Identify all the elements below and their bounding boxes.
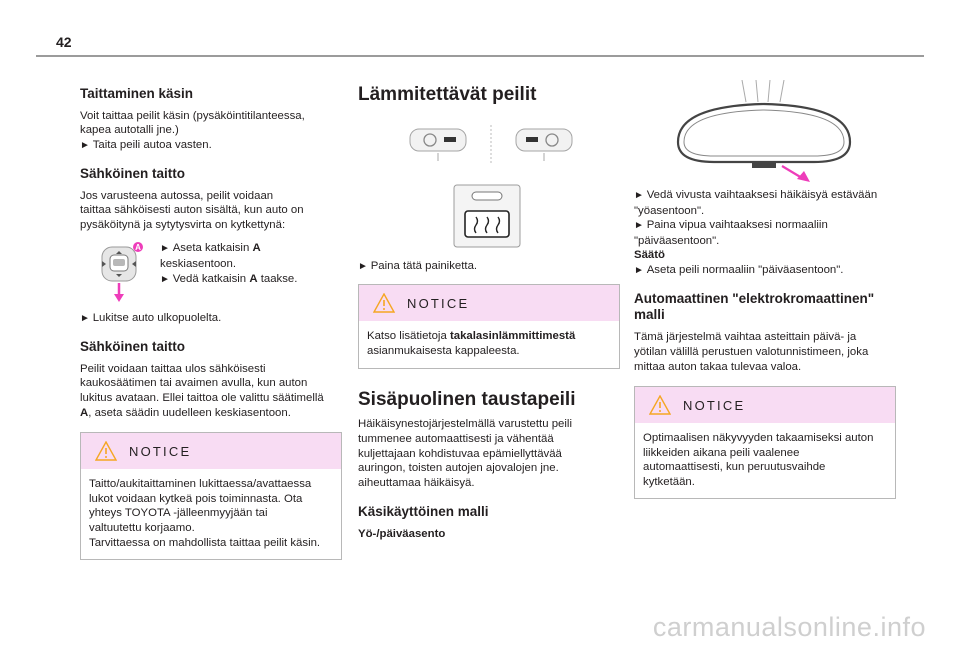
paragraph-line: auringon, toisten autojen ajovalojen jne.	[358, 462, 559, 475]
notice-line: Taitto/aukitaittaminen lukittaessa/avattaessa	[89, 478, 312, 491]
notice-line: asianmukaisesta kappaleesta.	[367, 344, 520, 357]
page-number: 42	[56, 34, 72, 50]
switch-label: A	[135, 243, 141, 253]
notice-line: automaattisesti, kun peruutusvaihde	[643, 461, 826, 474]
bullet-item	[160, 272, 342, 288]
bullet-item: ► Paina tätä painiketta.	[358, 259, 620, 275]
subheading: Yö-/päiväasento	[358, 528, 446, 541]
heated-mirror-illustration	[358, 117, 620, 177]
notice-body	[359, 321, 619, 367]
column-3	[634, 80, 896, 499]
heater-button-illustration	[358, 183, 620, 255]
watermark: carmanualsonline.info	[652, 612, 926, 642]
paragraph-line: taittaa sähköisesti auton sisältä, kun auto on	[80, 204, 304, 217]
notice-body	[635, 423, 895, 498]
paragraph-line: keskiasentoon.	[160, 257, 236, 270]
paragraph-line: Jos varusteena autossa, peilit voidaan	[80, 189, 274, 202]
mirror-switch-row	[80, 241, 342, 307]
section-title: Sähköinen taitto	[80, 165, 186, 181]
notice-title: NOTICE	[683, 397, 746, 413]
bullet-item: ► Vedä vivusta vaihtaaksesi häikäisyä estävään	[634, 188, 896, 204]
notice-line: Optimaalisen näkyvyyden takaamiseksi auton	[643, 432, 874, 445]
notice-line: Tarvittaessa on mahdollista taittaa peilit käsin.	[89, 536, 321, 549]
bold-span: A	[252, 242, 261, 255]
section-title: Taittaminen käsin	[80, 86, 194, 101]
warning-triangle-icon	[373, 293, 395, 313]
paragraph-line: kuljettajaan kohdistuvaa epämiellyttävää	[358, 447, 562, 460]
bold-span: takalasinlämmittimestä	[449, 330, 576, 343]
notice-line: kytketään.	[643, 475, 695, 488]
notice-title: NOTICE	[407, 295, 470, 311]
rear-defroster-button-icon	[452, 183, 522, 249]
notice-line: lukot voidaan kytkeä pois toiminnasta. Ota	[89, 492, 303, 505]
warning-triangle-icon	[95, 441, 117, 461]
text-span: Aseta katkaisin	[172, 242, 253, 255]
text-span: Vedä katkaisin	[172, 272, 250, 285]
bullet-item	[160, 241, 342, 257]
paragraph-line: Voit taittaa peilit käsin (pysäköintitilanteessa,	[80, 109, 305, 122]
bold-span: A	[249, 272, 258, 285]
notice-box	[80, 432, 342, 560]
side-mirrors-icon	[406, 123, 576, 165]
top-divider	[36, 55, 924, 57]
paragraph-line: lukitus avataan. Ellei taittoa ole valittu säätimellä	[80, 391, 324, 404]
mirror-switch-icon	[94, 241, 150, 303]
paragraph-line: aiheuttamaa häikäisyä.	[358, 476, 475, 489]
subheading: Säätö	[634, 249, 666, 262]
section-title: Automaattinen "elektrokromaattinen" malli	[634, 290, 875, 323]
paragraph-line: Peilit voidaan taittaa ulos sähköisesti	[80, 362, 266, 375]
notice-box	[634, 386, 896, 499]
bold-span: A	[80, 406, 89, 419]
bullet-item: ► Taita peili autoa vasten.	[80, 138, 342, 154]
paragraph-line: kapea autotalli jne.)	[80, 124, 179, 137]
paragraph-line: yötilan välillä perustuen valotunnistimeen, joka	[634, 345, 869, 358]
notice-line	[367, 329, 611, 344]
notice-line: liikkeiden aikana peili vaalenee	[643, 446, 800, 459]
paragraph-line	[80, 406, 342, 421]
notice-header	[81, 433, 341, 469]
paragraph-line: mittaa auton takaa tulevaa valoa.	[634, 360, 802, 373]
notice-header	[359, 285, 619, 321]
notice-line: yhteys TOYOTA -jälleenmyyjään tai	[89, 507, 268, 520]
bullet-item: ► Aseta peili normaaliin "päiväasentoon".	[634, 263, 896, 279]
text-span: , aseta säädin uudelleen keskiasentoon.	[88, 406, 291, 419]
paragraph-line: kaukosäätimen tai avaimen avulla, kun auton	[80, 377, 308, 390]
notice-line: valtuutettu korjaamo.	[89, 521, 195, 534]
bullet-item: ► Paina vipua vaihtaaksesi normaaliin	[634, 218, 896, 234]
paragraph-line: tummenee automaattisesti ja vähentää	[358, 432, 554, 445]
notice-body	[81, 469, 341, 559]
paragraph-line: Tämä järjestelmä vaihtaa asteittain päivä- ja	[634, 331, 857, 344]
rearview-mirror-illustration	[634, 80, 896, 184]
paragraph-line: "yöasentoon".	[634, 204, 705, 217]
paragraph-line: Häikäisynestojärjestelmällä varustettu peili	[358, 418, 572, 431]
column-2	[358, 80, 620, 542]
column-1	[80, 80, 342, 560]
section-title: Lämmitettävät peilit	[358, 84, 537, 105]
section-title: Sisäpuolinen taustapeili	[358, 388, 576, 410]
rearview-mirror-icon	[664, 80, 864, 184]
section-title: Käsikäyttöinen malli	[358, 504, 489, 520]
warning-triangle-icon	[649, 395, 671, 415]
paragraph-line: pysäköitynä ja sytytysvirta on kytkettynä:	[80, 218, 286, 231]
section-title: Sähköinen taitto	[80, 338, 186, 354]
bullet-item: ► Lukitse auto ulkopuolelta.	[80, 311, 342, 327]
paragraph-line: "päiväasentoon".	[634, 234, 720, 247]
text-span: Katso lisätietoja	[367, 330, 450, 343]
text-span: taakse.	[257, 272, 298, 285]
notice-header	[635, 387, 895, 423]
notice-title: NOTICE	[129, 443, 192, 459]
notice-box	[358, 284, 620, 368]
